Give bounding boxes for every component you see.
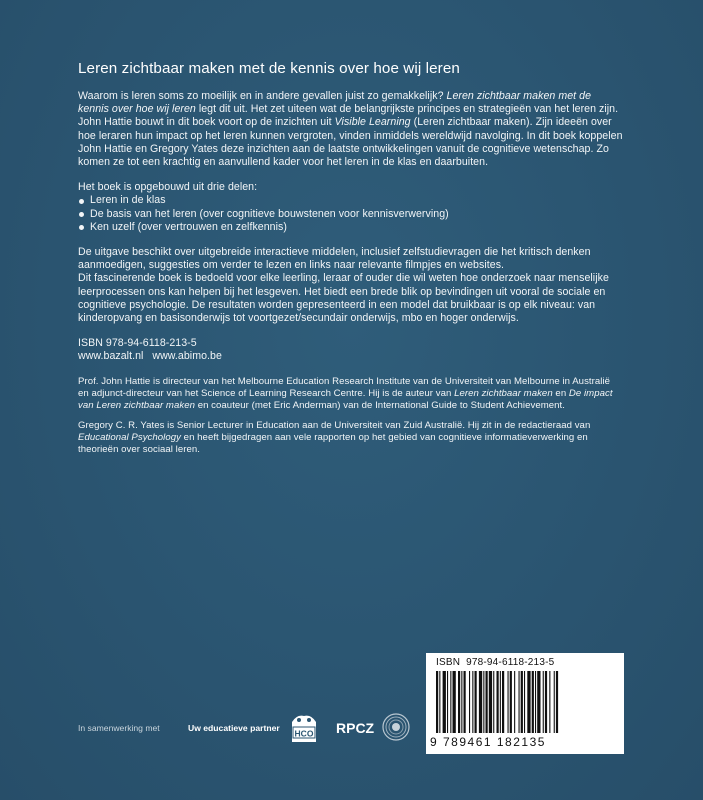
yates-journal: Educational Psychology [78,431,181,443]
partner-footer [78,712,418,752]
structure-list [78,194,623,234]
hattie-bio-end: en coauteur (met Eric Anderman) van de International Guide to Student Achievement. [194,399,565,411]
structure-lead: Het boek is opgebouwd uit drie delen: [78,181,258,194]
collaboration-label: In samenwerking met [78,723,160,733]
partner-tagline: Uw educatieve partner [188,723,280,733]
intro-book-title: Leren zichtbaar maken met de kennis over hoe wij leren [78,90,592,116]
hattie-bio-join: en [552,387,569,399]
barcode-panel [426,653,624,754]
barcode-isbn-label: ISBN 978-94-6118-213-5 [436,657,555,668]
p2-text-end: (Leren zichtbaar maken). Zijn ideeën over hoe leraren hun impact op het leren kunnen vergroten, vinden inmiddels wereldwijd navolging. In dit boek koppelen John Hattie en Gregory Yates deze inzichten aan de laatste ontwikkelingen vanuit de cognitieve wetenschap. Zo komen ze tot een krachtig en aanvullend kader voor het leren in de klas en daarbuiten. [78,116,623,169]
p2-book-title: Visible Learning [334,116,411,129]
hco-logo [289,712,319,744]
intro-paragraph [78,90,623,116]
isbn-text: ISBN 978-94-6118-213-5 [78,337,197,350]
list-item: De basis van het leren (over cognitieve bouwstenen voor kennisverwerving) [78,208,623,221]
yates-bio [78,420,623,456]
barcode-digits: 9 789461 182135 [430,735,546,749]
intro-text: Waarom is leren soms zo moeilijk en in andere gevallen juist zo gemakkelijk? [78,90,447,102]
hco-logo-text: HCO [294,728,314,739]
barcode-icon [434,671,616,735]
visible-learning-paragraph [78,116,623,169]
rpcz-logo-text: RPCZ [336,720,375,736]
hattie-bio [78,376,623,412]
publisher-websites: www.bazalt.nl www.abimo.be [78,350,222,363]
p2-text: John Hattie bouwt in dit boek voort op de inzichten uit [78,116,335,129]
cover-title: Leren zichtbaar maken met de kennis over hoe wij leren [78,60,460,77]
hattie-bio-text: Prof. John Hattie is directeur van het Melbourne Education Research Institute van de Universiteit van Melbourne in Australië en adjunct-directeur van het Science of Learning Research Centre. Hij is de auteur van [78,375,611,399]
hattie-book-2: De impact van Leren zichtbaar maken [78,387,613,411]
list-item: Leren in de klas [78,194,623,207]
hattie-book-1: Leren zichtbaar maken [454,387,553,399]
list-item: Ken uzelf (over vertrouwen en zelfkennis) [78,221,623,234]
yates-bio-text: Gregory C. R. Yates is Senior Lecturer in Education aan de Universiteit van Zuid Australië. Hij zit in de redactieraad van [78,419,591,431]
yates-bio-end: en heeft bijgedragen aan vele rapporten op het gebied van cognitieve informatieverwerking en theorieën over sociaal leren. [78,431,588,455]
intro-text-end: legt dit uit. Het zet uiteen wat de belangrijkste principes en strategieën van het leren zijn. [195,103,619,116]
audience-paragraph: Dit fascinerende boek is bedoeld voor elke leerling, leraar of ouder die wil weten hoe onderzoek naar menselijke leerprocessen ons kan helpen bij het lesgeven. Het biedt een brede blik op bevindingen uit vooral de sociale en cognitieve psychologie. De resultaten worden gepresenteerd in een model dat bruikbaar is op elk niveau: van kinderopvang en basisonderwijs tot voortgezet/secundair onderwijs, mbo en hoger onderwijs. [78,272,609,325]
rpcz-logo [336,712,412,744]
cover-text [78,60,623,456]
features-paragraph: De uitgave beschikt over uitgebreide interactieve middelen, inclusief zelfstudievragen die het kritisch denken aanmoedigen, suggesties om verder te lezen en links naar relevante filmpjes en websites. [78,246,591,272]
